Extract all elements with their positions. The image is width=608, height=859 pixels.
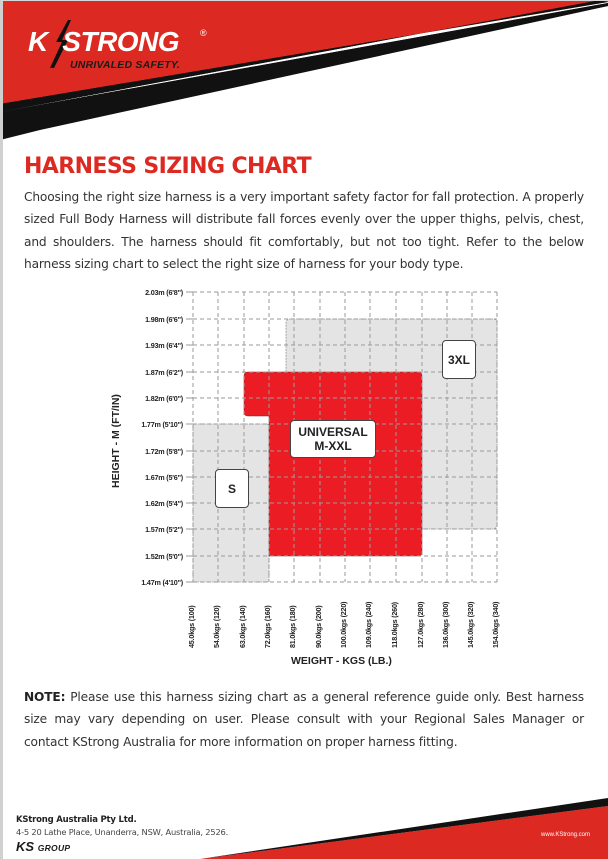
y-tick: 1.93m (6'4") <box>145 341 183 350</box>
ks-group-logo <box>16 839 70 854</box>
note-paragraph <box>24 686 584 753</box>
brand-tagline: UNRIVALED SAFETY. <box>70 59 181 71</box>
footer-address: 4-5 20 Lathe Place, Unanderra, NSW, Australia, 2526. <box>16 827 229 837</box>
size-label-text: 3XL <box>447 352 470 367</box>
note-label: NOTE: <box>24 690 66 704</box>
y-tick: 1.62m (5'4") <box>145 499 183 508</box>
size-label-text: UNIVERSAL <box>298 425 368 439</box>
size-label-3xl <box>442 340 476 379</box>
x-tick: 54.0kgs (120) <box>212 605 221 648</box>
x-axis-label: WEIGHT - KGS (LB.) <box>291 655 392 667</box>
y-tick: 1.47m (4'10") <box>141 578 183 587</box>
x-tick: 90.0kgs (200) <box>314 605 323 648</box>
x-tick: 100.0kgs (220) <box>339 601 348 648</box>
y-tick: 1.67m (5'6") <box>145 473 183 482</box>
y-tick: 1.52m (5'0") <box>145 552 183 561</box>
note-text: Please use this harness sizing chart as a general reference guide only. Best harness size may vary depending on user. Please consult with your Regional Sales Manager or contact KStrong Australia for more information on proper harness fitting. <box>24 690 584 749</box>
ks-group-prefix: KS <box>16 839 35 854</box>
y-tick: 1.87m (6'2") <box>145 368 183 377</box>
size-label-text: S <box>227 481 236 496</box>
size-label-text: M-XXL <box>314 439 352 453</box>
registered-mark: ® <box>200 28 207 38</box>
ks-group-suffix: GROUP <box>37 843 71 853</box>
x-tick: 118.0kgs (260) <box>390 602 399 648</box>
x-tick: 127.0kgs (280) <box>416 601 425 648</box>
x-tick: 154.0kgs (340) <box>491 601 500 648</box>
y-tick: 2.03m (6'8") <box>145 288 183 297</box>
footer-website-link[interactable]: www.KStrong.com <box>541 832 591 838</box>
region-universal <box>244 372 422 556</box>
x-tick: 45.0kgs (100) <box>187 605 196 648</box>
x-tick: 81.0kgs (180) <box>288 605 297 648</box>
y-tick: 1.98m (6'6") <box>145 315 183 324</box>
intro-paragraph: Choosing the right size harness is a very important safety factor for fall protection. A properly sized Full Body Harness will distribute fall forces evenly over the upper thighs, pelvis, chest, and shoulders. The harness should fit comfortably, but not too tight. Refer to the below harness sizing chart to select the right size of harness for your body type. <box>24 190 584 272</box>
y-tick: 1.82m (6'0") <box>145 394 183 403</box>
x-tick: 109.0kgs (240) <box>364 601 373 648</box>
x-tick: 136.0kgs (300) <box>441 601 450 648</box>
y-axis-label: HEIGHT - M (FT/IN) <box>110 394 122 488</box>
size-label-s <box>215 469 249 508</box>
size-label-universal <box>290 420 376 458</box>
x-tick: 63.0kgs (140) <box>238 605 247 648</box>
y-tick: 1.72m (5'8") <box>145 447 183 456</box>
x-tick: 72.0kgs (160) <box>263 605 272 648</box>
y-tick: 1.57m (5'2") <box>145 525 183 534</box>
x-tick: 145.0kgs (320) <box>466 601 475 648</box>
y-tick: 1.77m (5'10") <box>141 420 183 429</box>
page-title: HARNESS SIZING CHART <box>24 154 312 179</box>
brand-name: K STRONG <box>28 26 180 57</box>
footer-company: KStrong Australia Pty Ltd. <box>16 815 137 825</box>
